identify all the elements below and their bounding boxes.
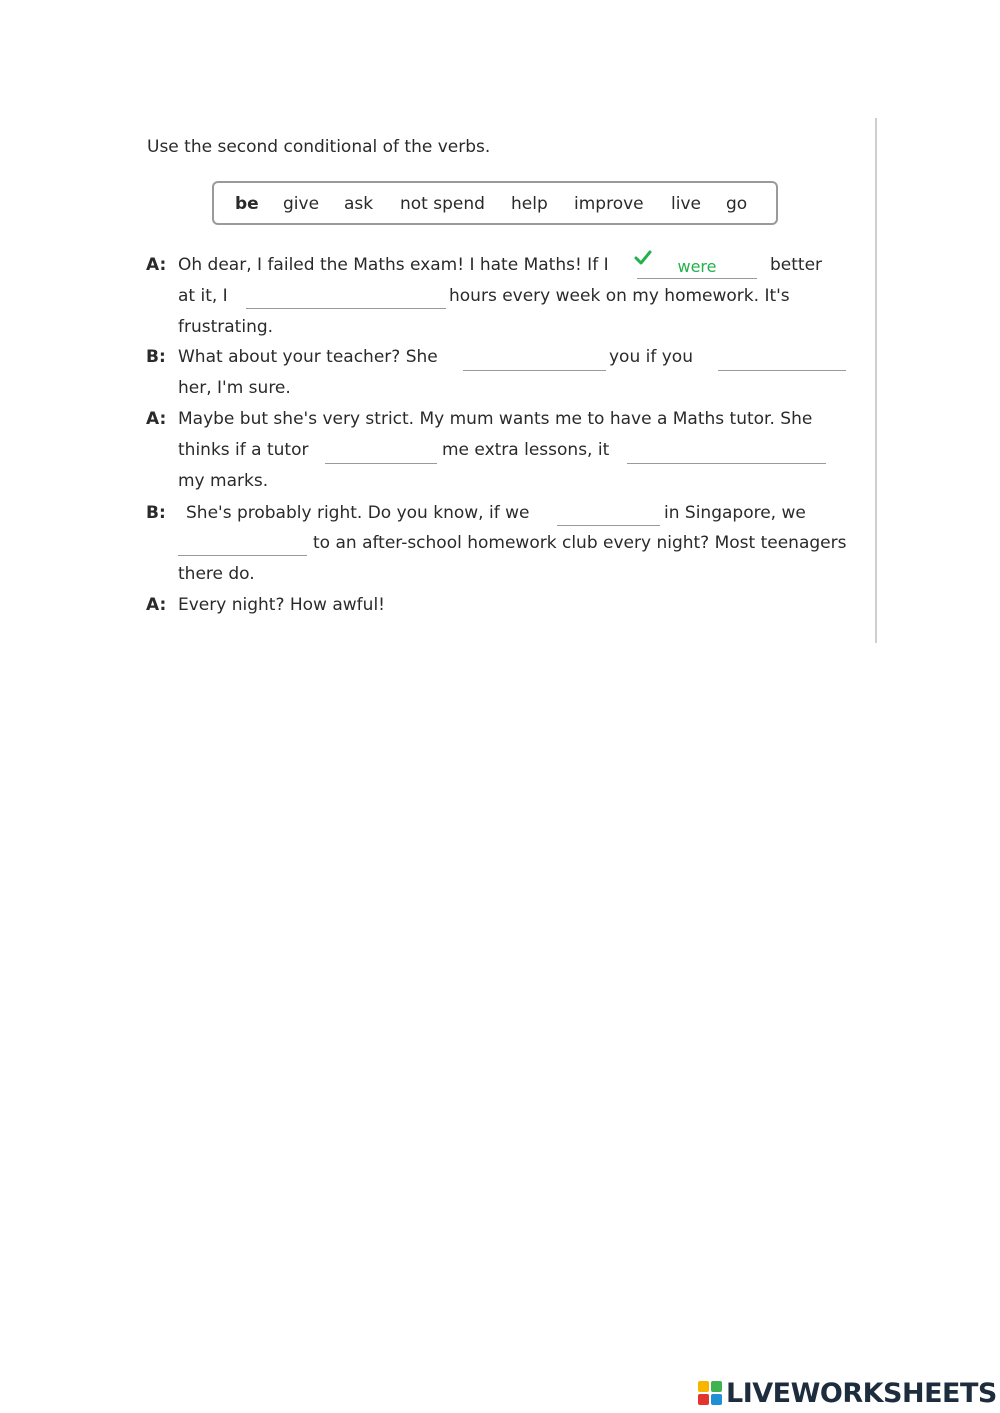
dialogue-text: you if you <box>609 347 693 367</box>
word-bank-item: be <box>235 194 259 214</box>
liveworksheets-logo-icon <box>698 1381 722 1405</box>
dialogue-text: Every night? How awful! <box>178 595 385 615</box>
dialogue-text: Maybe but she's very strict. My mum wants me to have a Maths tutor. She <box>178 409 813 429</box>
dialogue-text: thinks if a tutor <box>178 440 309 460</box>
logo-text: LIVEWORKSHEETS <box>726 1377 997 1409</box>
speaker-label: A: <box>146 255 167 275</box>
speaker-label: B: <box>146 503 166 523</box>
page-border-line <box>875 118 877 643</box>
dialogue-text: Oh dear, I failed the Maths exam! I hate Maths! If I <box>178 255 609 275</box>
word-bank <box>212 181 778 225</box>
word-bank-item: help <box>511 194 548 214</box>
word-bank-item: improve <box>574 194 644 214</box>
answer-field-8[interactable] <box>178 531 307 556</box>
dialogue-text: better <box>770 255 823 275</box>
word-bank-item: go <box>726 194 748 214</box>
dialogue-text: her, I'm sure. <box>178 378 291 398</box>
speaker-label: B: <box>146 347 166 367</box>
word-bank-item: ask <box>344 194 374 214</box>
word-bank-item: not spend <box>400 194 485 214</box>
dialogue-text: What about your teacher? She <box>178 347 438 367</box>
answer-field-6[interactable] <box>627 439 826 464</box>
dialogue-text: to an after-school homework club every night? Most teenagers <box>313 533 847 553</box>
speaker-label: A: <box>146 595 167 615</box>
speaker-label: A: <box>146 409 167 429</box>
instruction: Use the second conditional of the verbs. <box>147 137 491 157</box>
word-bank-item: give <box>283 194 320 214</box>
dialogue-text: frustrating. <box>178 317 274 337</box>
answer-field-7[interactable] <box>557 501 660 526</box>
dialogue-text: hours every week on my homework. It's <box>449 286 790 306</box>
answer-field-3[interactable] <box>463 346 606 371</box>
answer-field-2[interactable] <box>246 284 446 309</box>
dialogue-text: at it, I <box>178 286 228 306</box>
dialogue-text: She's probably right. Do you know, if we <box>186 503 530 523</box>
dialogue-text: there do. <box>178 564 255 584</box>
word-bank-item: live <box>671 194 701 214</box>
dialogue-text: my marks. <box>178 471 269 491</box>
dialogue-text: me extra lessons, it <box>442 440 610 460</box>
dialogue-text: in Singapore, we <box>664 503 806 523</box>
answer-field-5[interactable] <box>325 439 437 464</box>
answer-field-1[interactable] <box>637 254 757 279</box>
liveworksheets-logo <box>698 1378 997 1408</box>
answer-field-4[interactable] <box>718 346 846 371</box>
